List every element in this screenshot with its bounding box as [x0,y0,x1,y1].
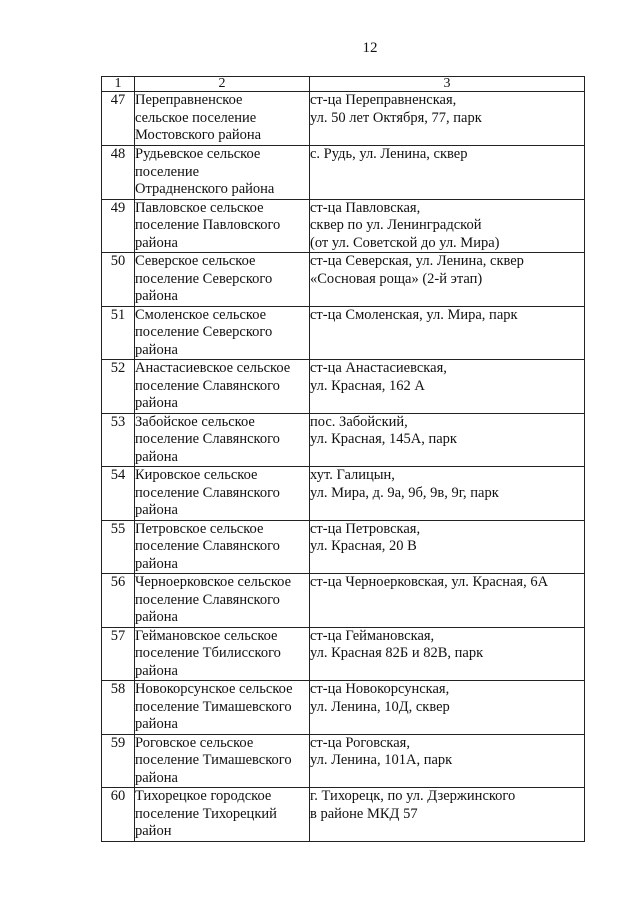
table-row [102,788,585,842]
address-line: ст-ца Роговская, [310,734,410,751]
settlement-name-line: района [135,288,178,304]
address-line: ул. Красная, 145А, парк [310,431,457,447]
table-row [102,574,585,628]
row-number: 58 [102,681,135,735]
address-line: ул. Красная, 20 В [310,538,417,554]
row-number: 56 [102,574,135,628]
address-cell [310,146,585,200]
address-line: ул. Ленина, 101А, парк [310,752,453,768]
address-line: ст-ца Переправненская, [310,92,457,108]
address-cell [310,199,585,253]
address-line: ул. Мира, д. 9а, 9б, 9в, 9г, парк [310,484,499,501]
settlement-name-line: района [135,395,178,411]
settlement-name-line: района [135,341,178,358]
settlement-name-line: Петровское сельское [135,520,264,537]
table-row [102,360,585,414]
address-cell [310,306,585,360]
address-line: ст-ца Новокорсунская, [310,681,450,697]
settlement-name-line: Смоленское сельское [135,306,267,323]
settlement-name-cell [135,627,310,681]
settlement-name-line: Переправненское [135,92,243,108]
settlement-name-line: поселение Тимашевского [135,698,292,715]
address-cell [310,253,585,307]
row-number: 50 [102,253,135,307]
settlement-name-cell [135,306,310,360]
table-row [102,467,585,521]
address-line: ул. Ленина, 10Д, сквер [310,698,450,715]
settlement-name-line: поселение Славянского [135,484,280,501]
settlement-name-cell [135,199,310,253]
settlement-name-line: района [135,234,178,251]
address-line: пос. Забойский, [310,413,408,430]
settlement-name-line: Анастасиевское сельское [135,360,291,376]
settlement-name-cell [135,92,310,146]
settlement-name-line: поселение Славянского [135,591,280,608]
settlement-name-line: Роговское сельское [135,734,254,751]
settlement-name-line: Северское сельское [135,253,256,269]
address-line: ст-ца Черноерковская, ул. Красная, 6А [310,574,549,590]
row-number: 47 [102,92,135,146]
row-number: 51 [102,306,135,360]
settlement-name-line: района [135,662,178,679]
table-row [102,92,585,146]
settlement-name-line: Мостовского района [135,127,262,143]
address-line: «Сосновая роща» (2-й этап) [310,270,483,287]
address-cell [310,467,585,521]
table-row [102,306,585,360]
table-row [102,681,585,735]
settlement-name-line: Кировское сельское [135,467,258,483]
row-number: 53 [102,413,135,467]
settlement-name-line: сельское поселение [135,109,257,126]
settlement-name-line: поселение Славянского [135,377,280,394]
settlement-name-line: Геймановское сельское [135,627,278,644]
settlement-name-line: Павловское сельское [135,199,264,216]
row-number: 48 [102,146,135,200]
settlement-name-cell [135,467,310,521]
settlement-name-line: района [135,502,178,518]
address-cell [310,92,585,146]
row-number: 57 [102,627,135,681]
column-header-address: 3 [310,77,585,92]
settlement-name-line: Отрадненского района [135,181,275,197]
table-row [102,413,585,467]
row-number: 49 [102,199,135,253]
settlement-name-cell [135,360,310,414]
settlement-name-cell [135,734,310,788]
settlement-name-line: Рудьевское сельское [135,146,261,162]
address-line: хут. Галицын, [310,467,395,483]
table-row [102,253,585,307]
row-number: 60 [102,788,135,842]
settlement-name-line: поселение Павловского [135,217,281,233]
settlement-name-line: района [135,555,178,572]
settlement-name-line: поселение Славянского [135,538,280,554]
row-number: 52 [102,360,135,414]
settlement-name-line: поселение Тбилисского [135,645,281,661]
row-number: 54 [102,467,135,521]
table-body [102,92,585,842]
address-line: в районе МКД 57 [310,805,418,822]
table-header-row [102,77,585,92]
address-line: ст-ца Петровская, [310,520,421,537]
address-line: ул. 50 лет Октября, 77, парк [310,109,482,126]
address-line: ст-ца Северская, ул. Ленина, сквер [310,253,524,269]
address-line: ст-ца Смоленская, ул. Мира, парк [310,306,518,323]
settlement-name-cell [135,146,310,200]
address-cell [310,574,585,628]
settlement-name-line: поселение Тихорецкий [135,805,277,822]
settlement-name-cell [135,253,310,307]
address-line: сквер по ул. Ленинградской [310,217,482,233]
address-line: (от ул. Советской до ул. Мира) [310,234,500,251]
address-line: ул. Красная, 162 А [310,377,425,394]
address-line: ст-ца Павловская, [310,199,421,216]
settlement-name-line: поселение Северского [135,324,273,340]
address-line: ст-ца Анастасиевская, [310,360,447,376]
address-cell [310,520,585,574]
settlement-name-line: района [135,716,178,732]
table-row [102,627,585,681]
table-row [102,520,585,574]
address-cell [310,788,585,842]
column-header-number: 1 [102,77,135,92]
settlement-name-line: района [135,609,178,625]
settlement-name-line: поселение Северского [135,270,273,287]
settlement-name-line: Черноерковское сельское [135,574,292,590]
address-cell [310,734,585,788]
settlement-name-line: Новокорсунское сельское [135,681,293,697]
address-cell [310,627,585,681]
settlement-name-cell [135,520,310,574]
settlement-name-line: Тихорецкое городское [135,788,272,804]
settlement-name-cell [135,413,310,467]
address-line: ст-ца Геймановская, [310,627,435,644]
settlement-name-line: поселение Тимашевского [135,752,292,768]
settlement-name-cell [135,681,310,735]
settlement-name-cell [135,574,310,628]
address-line: ул. Красная 82Б и 82В, парк [310,645,484,661]
column-header-settlement: 2 [135,77,310,92]
settlement-name-line: поселение [135,163,200,180]
settlements-table [101,76,585,842]
table-row [102,146,585,200]
settlement-name-line: поселение Славянского [135,431,280,447]
table-row [102,199,585,253]
row-number: 59 [102,734,135,788]
row-number: 55 [102,520,135,574]
settlement-name-cell [135,788,310,842]
settlement-name-line: района [135,448,178,465]
settlement-name-line: район [135,823,172,839]
settlement-name-line: района [135,769,178,786]
table-row [102,734,585,788]
address-cell [310,413,585,467]
address-line: с. Рудь, ул. Ленина, сквер [310,146,468,162]
page-number: 12 [362,40,378,56]
address-line: г. Тихорецк, по ул. Дзержинского [310,788,516,804]
address-cell [310,360,585,414]
settlement-name-line: Забойское сельское [135,413,255,430]
address-cell [310,681,585,735]
